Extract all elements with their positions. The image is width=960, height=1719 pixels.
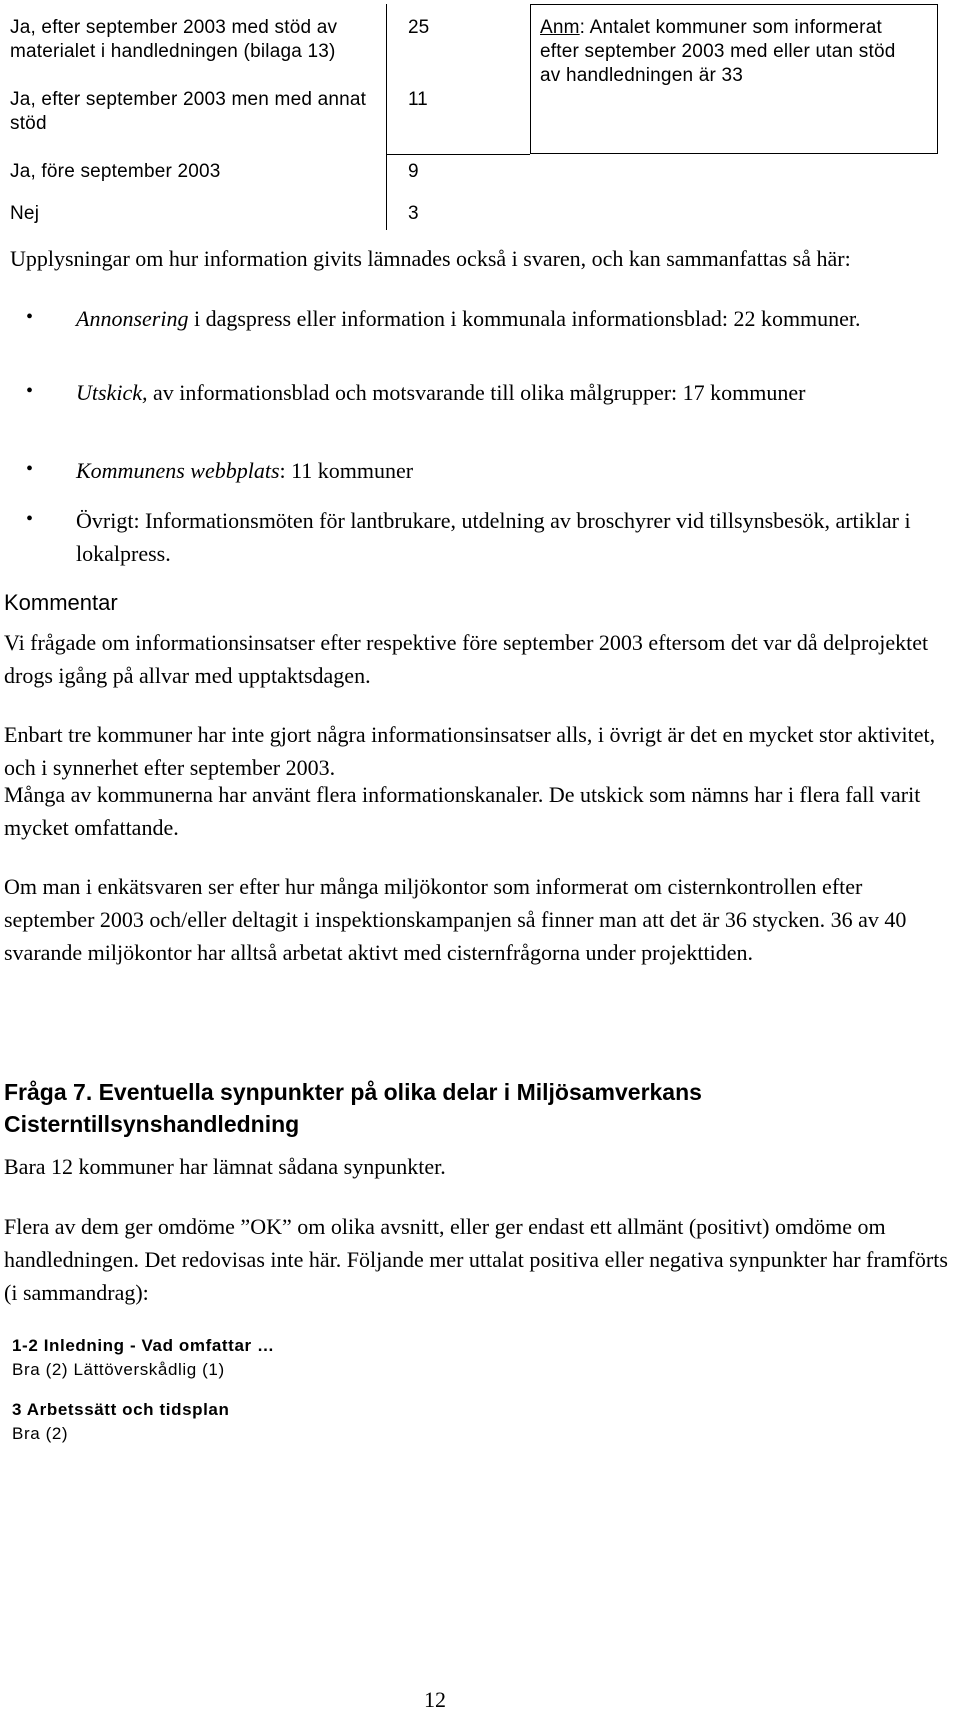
- bullet-text: : 11 kommuner: [279, 458, 414, 483]
- paragraph: Om man i enkätsvaren ser efter hur många miljökontor som informerat om cisternkontrollen efter september 2003 och/eller deltagit i inspektionskampanjen så finner man att det är 36 stycken. 36 av 40 svarande miljökontor har alltså arbetat aktivt med cisternfrågorna under projekttiden.: [4, 874, 907, 965]
- table-note: [540, 16, 920, 88]
- table-row-label: Ja, efter september 2003 men med annat stöd: [10, 89, 367, 134]
- bullet-icon: •: [26, 306, 34, 328]
- paragraph: Många av kommunerna har använt flera informationskanaler. De utskick som nämns har i flera fall varit mycket omfattande.: [4, 782, 921, 840]
- bullet-emphasis: Utskick,: [76, 380, 148, 405]
- bullet-item: [76, 376, 936, 409]
- bullet-text: av informationsblad och motsvarande till olika målgrupper: 17 kommuner: [147, 380, 806, 405]
- note-text: : Antalet kommuner som informerat efter september 2003 med eller utan stöd av handledningen är 33: [540, 17, 896, 86]
- section-heading: Kommentar: [4, 590, 118, 615]
- table-row-value: 25: [408, 17, 430, 38]
- info-intro: Upplysningar om hur information givits lämnades också i svaren, och kan sammanfattas så här:: [10, 246, 851, 271]
- bullet-item: [76, 504, 936, 570]
- paragraph: Vi frågade om informationsinsatser efter respektive före september 2003 eftersom det var då delprojektet drogs igång på allvar med upptaktsdagen.: [4, 630, 929, 688]
- bullet-emphasis: Kommunens webbplats: [76, 458, 280, 483]
- bullet-item: [76, 302, 936, 335]
- section-title: 3 Arbetssätt och tidsplan: [12, 1400, 230, 1419]
- bullet-text: Övrigt: Informationsmöten för lantbrukare, utdelning av broschyrer vid tillsynsbesök, artiklar i lokalpress.: [76, 508, 911, 566]
- table-row-label: Ja, före september 2003: [10, 161, 221, 182]
- paragraph: Bara 12 kommuner har lämnat sådana synpunkter.: [4, 1154, 446, 1179]
- bullet-icon: •: [26, 508, 34, 530]
- question-heading: Fråga 7. Eventuella synpunkter på olika delar i Miljösamverkans Cisterntillsynshandledning: [4, 1079, 702, 1137]
- table-row-value: 3: [408, 203, 419, 224]
- bullet-emphasis: Annonsering: [76, 306, 189, 331]
- bullet-text: i dagspress eller information i kommunala informationsblad: 22 kommuner.: [188, 306, 861, 331]
- paragraph: Flera av dem ger omdöme ”OK” om olika avsnitt, eller ger endast ett allmänt (positivt) omdöme om handledningen. Det redovisas inte här. Följande mer uttalat positiva eller negativa synpunkter har framförts (i sammandrag):: [4, 1214, 948, 1305]
- table-row-label: Ja, efter september 2003 med stöd av materialet i handledningen (bilaga 13): [10, 17, 338, 62]
- bullet-item: [76, 454, 936, 487]
- section-title: 1-2 Inledning - Vad omfattar …: [12, 1336, 275, 1355]
- table-row-value: 9: [408, 161, 419, 182]
- section-text: Bra (2) Lättöverskådlig (1): [12, 1360, 225, 1379]
- table-row-label: Nej: [10, 203, 40, 224]
- section-text: Bra (2): [12, 1424, 69, 1443]
- page-number: 12: [424, 1687, 446, 1712]
- paragraph: Enbart tre kommuner har inte gjort några informationsinsatser alls, i övrigt är det en mycket stor aktivitet, och i synnerhet efter september 2003.: [4, 722, 936, 780]
- bullet-icon: •: [26, 458, 34, 480]
- note-prefix: Anm: [540, 17, 580, 38]
- bullet-icon: •: [26, 380, 34, 402]
- table-row-value: 11: [408, 89, 428, 110]
